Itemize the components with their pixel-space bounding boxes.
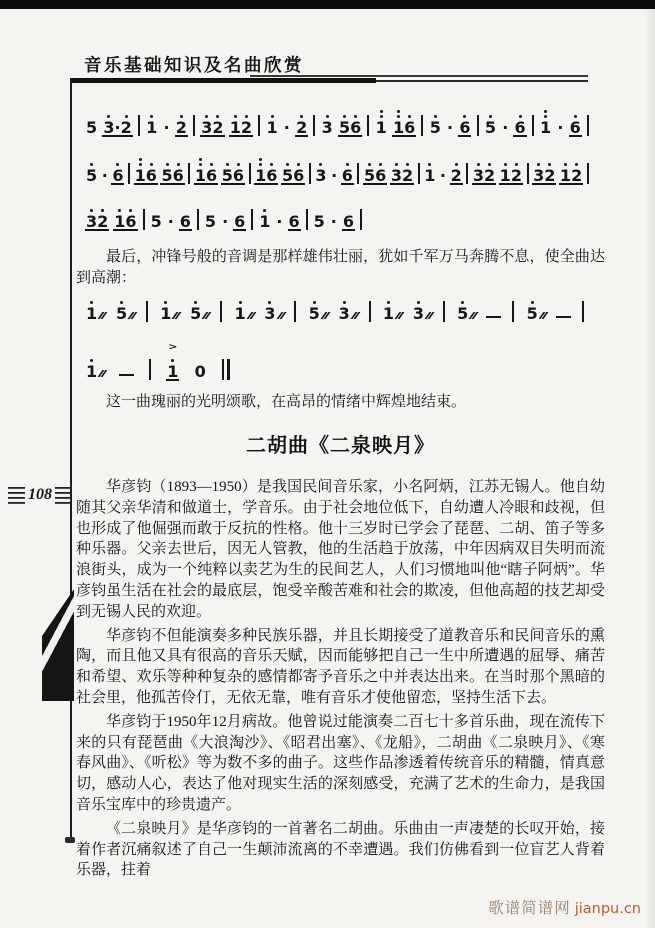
note-5: 5 [86,118,98,137]
note-2: 2 [295,107,308,137]
paragraph-works: 华彦钧于1950年12月病故。他曾说过能演奏二百七十多首乐曲，现在流传下来的只有琵琶曲《大浪淘沙》、《昭君出塞》、《龙船》，二胡曲《二泉映月》、《寒春风曲》、《听松》等为数不多的曲子。这些作品渗透着传统音乐的精髓，情真意切，感动人心，表达了他对现实生活的深刻感受，充满了艺术的生命力，是我国音乐宝库中的珍贵遗产。 [76,713,605,813]
scan-top-edge-artifact [0,0,655,9]
barline [532,115,534,136]
tremolo-mark-icon [130,312,135,319]
barline [309,163,311,184]
jianpu-line-1 [85,107,590,137]
note-6: 6 [458,107,471,137]
barline [197,209,199,230]
note-16: 1 6 [113,201,137,231]
barline [220,301,222,322]
watermark [488,896,641,918]
barline [466,163,468,184]
note-1: 1 [233,293,253,323]
barline [143,209,145,230]
final-barline [222,359,230,380]
tremolo-mark-icon [397,312,402,319]
note-1: > 1 [167,341,179,381]
jianpu-line-3 [85,201,363,231]
page-margin-line [70,78,72,840]
note-6: 6 [569,107,582,137]
note-3·2: 3 · 2 [102,107,132,137]
note-3: 3 [412,293,432,323]
header-rule-upper [250,75,588,77]
tremolo-mark-icon [279,312,284,319]
note-5: 5 [189,293,209,323]
barline [193,115,195,136]
running-header-title: 音乐基础知识及名曲欣赏 [84,55,304,75]
tremolo-mark-icon [353,312,358,319]
barline [421,115,423,136]
note-56: 5 6 [281,155,305,185]
paragraph-bio-1: 华彦钧（1893—1950）是我国民间音乐家，小名阿炳，江苏无锡人。他自幼随其父亲华清和做道士，学音乐。由于社会地位低下，自幼遭人冷眼和歧视，但也形成了他倔强而敢于反抗的性格。他十三岁时已学会了琵琶、二胡、笛子等多种乐器。父亲去世后，因无人管教，他的生活趋于放荡，中年因病双目失明而流浪街头，成为一个纯粹以卖艺为生的民间艺人，人们习惯地叫他“瞎子阿炳”。华彦钧虽生活在社会的最底层，饱受辛酸苦难和社会的欺凌，但他高超的技艺却受到无锡人民的欢迎。 [76,479,605,620]
note-32: 3 2 [390,155,414,185]
note-1: 1 [85,293,105,323]
note-16: 1 6 [392,107,416,137]
jianpu-line-2 [85,155,590,185]
augmentation-dot: · [283,118,290,137]
note-56: 5 6 [160,155,184,185]
note-32: 3 2 [85,201,109,231]
note-32: 3 2 [200,107,224,137]
augmentation-dot: · [331,166,338,185]
watermark-site-name: 歌谱简谱网 [488,900,571,917]
note-6: 6 [342,201,355,231]
barline [367,115,369,136]
note-6: 6 [233,201,246,231]
duration-dash [556,316,571,319]
note-6: 6 [111,155,124,185]
barline [582,301,584,322]
note-3: 3 [338,293,358,323]
page-number-badge [8,484,72,506]
barline [149,359,151,380]
note-2: 2 [450,155,463,185]
watermark-site-url: jianpu.cn [574,901,641,917]
note-56: 5 6 [221,155,245,185]
page-number: 108 [25,486,55,504]
note-1: 1 [258,201,271,231]
paragraph-climax: 最后，冲锋号般的音调是那样雄伟壮丽，犹如千军万马奔腾不息，使全曲达到高潮： [76,249,605,286]
section-title: 二胡曲《二泉映月》 [246,435,435,457]
header-rule-thick [70,78,376,83]
augmentation-dot: · [502,118,509,137]
note-16: 1 6 [194,155,218,185]
note-6: 6 [179,201,192,231]
note-32: 3 2 [532,155,556,185]
augmentation-dot: · [276,212,283,231]
tremolo-mark-icon [249,312,254,319]
note-3: 3 [263,293,283,323]
jianpu-line-4 [85,293,585,323]
note-5: 5 [204,212,217,231]
note-5: 5 [313,212,325,231]
tremolo-mark-icon [100,312,105,319]
note-16: 1 6 [134,155,158,185]
duration-dash [119,374,134,377]
augmentation-dot: · [222,212,229,231]
augmentation-dot: · [557,118,564,137]
note-56: 5 6 [363,155,387,185]
note-1: 1 [85,351,105,381]
tremolo-mark-icon [323,312,328,319]
augmentation-dot: · [101,166,108,185]
page-margin-line-end-smudge [65,837,75,843]
note-12: 1 2 [559,155,583,185]
note-12: 1 2 [229,107,253,137]
jianpu-line-5 [85,343,231,381]
tremolo-mark-icon [427,312,432,319]
barline [418,163,420,184]
note-1: 1 [145,107,158,137]
note-1: 1 [375,107,388,137]
note-3: 3 [314,155,327,185]
note-1: 1 [159,293,179,323]
tremolo-mark-icon [471,312,476,319]
augmentation-dot: · [163,118,170,137]
note-5: 5 [484,107,497,137]
article-body [76,477,605,881]
paragraph-piece-intro: 《二泉映月》是华彦钧的一首著名二胡曲。乐曲由一声凄楚的长叹开始，接着作者沉痛叙述了自己一生颠沛流离的不幸遭遇。我们仿佛看到一位盲艺人背着乐器，拄着 [76,820,605,879]
barline [146,301,148,322]
barline [512,301,514,322]
note-6: 6 [513,107,526,137]
augmentation-dot: · [330,212,337,231]
note-1: 1 [382,293,402,323]
barline [527,163,529,184]
rest-note: 0 [194,362,206,381]
barline [128,163,130,184]
note-32: 3 2 [472,155,496,185]
duration-dash [486,316,501,319]
note-5: 5 [429,107,442,137]
note-5: 5 [456,293,476,323]
paragraph-ending: 这一曲瑰丽的光明颂歌，在高昂的情绪中辉煌地结束。 [106,394,467,410]
note-12: 1 2 [499,155,523,185]
barline [313,115,315,136]
tremolo-mark-icon [100,370,105,377]
barline [443,301,445,322]
note-1: 1 [265,107,278,137]
scan-artifact-wedge [42,589,74,701]
tremolo-mark-icon [204,312,209,319]
barline [294,301,296,322]
note-16: 1 6 [254,155,278,185]
barline [249,163,251,184]
barline [357,163,359,184]
note-1: 1 [539,107,552,137]
note-5: 5 [526,293,546,323]
note-6: 6 [341,155,354,185]
barline [306,209,308,230]
barline [188,163,190,184]
note-1: 1 [423,155,436,185]
note-3: 3 [321,107,334,137]
barline [258,115,260,136]
note-56: 5 6 [338,107,362,137]
paragraph-bio-2: 华彦钧不但能演奏多种民族乐器，并且长期接受了道教音乐和民间音乐的熏陶，而且他又具有很高的音乐天赋，因而能够把自己一生中所遭遇的屈辱、痛苦和希望、欢乐等种种复杂的感情都寄予音乐之中并表达出来。在当时那个黑暗的社会里，他孤苦伶仃，无依无靠，唯有音乐才使他留恋，坚持生活下去。 [76,627,605,706]
augmentation-dot: · [167,212,174,231]
tremolo-mark-icon [174,312,179,319]
augmentation-dot: · [447,118,454,137]
tremolo-mark-icon [541,312,546,319]
barline [587,163,589,184]
barline [587,115,589,136]
augmentation-dot: · [439,166,446,185]
barline [477,115,479,136]
barline [360,209,362,230]
note-6: 6 [288,201,301,231]
note-5: 5 [115,293,135,323]
note-5: 5 [85,155,98,185]
barline [138,115,140,136]
barline [251,209,253,230]
header-rule-thin [376,80,588,82]
note-2: 2 [175,107,188,137]
note-5: 5 [150,212,162,231]
scan-right-edge-shading [645,0,655,928]
barline [369,301,371,322]
note-5: 5 [308,293,328,323]
